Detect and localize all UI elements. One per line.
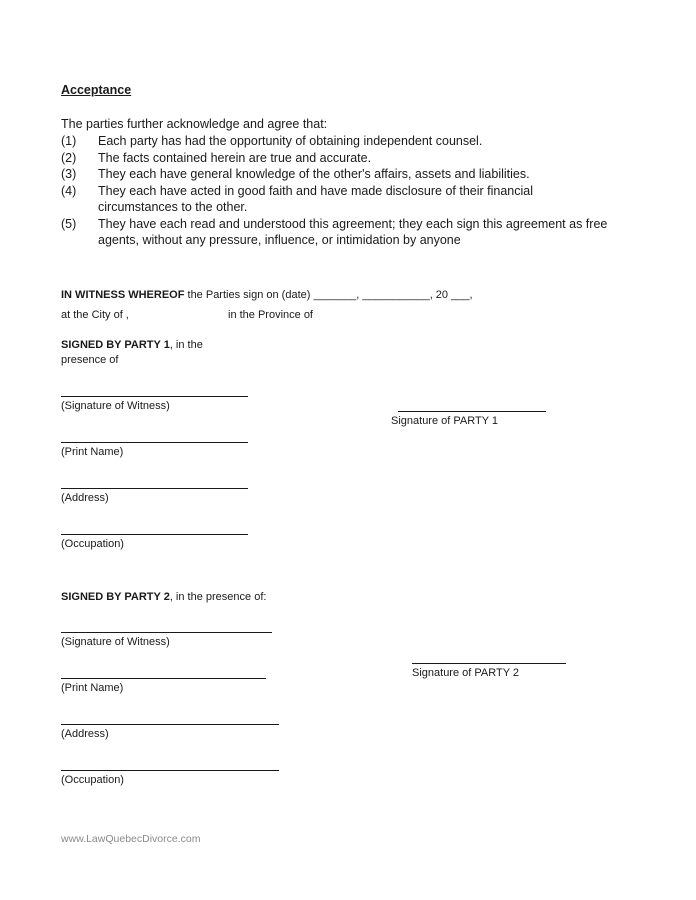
party1-occupation-line[interactable] [61, 534, 248, 535]
list-item-number: (2) [61, 150, 77, 165]
list-item [61, 133, 641, 150]
list-item [61, 166, 641, 183]
list-item-text: They each have acted in good faith and have made disclosure of their financial [98, 183, 533, 198]
party2-occupation-line[interactable] [61, 770, 279, 771]
list-item-text: Each party has had the opportunity of obtaining independent counsel. [98, 134, 483, 148]
party1-address-label: (Address) [61, 492, 109, 504]
party1-heading-bold: SIGNED BY PARTY 1 [61, 339, 170, 351]
party1-occupation-label: (Occupation) [61, 538, 124, 550]
party1-print-name-line[interactable] [61, 442, 248, 443]
party2-witness-signature-label: (Signature of Witness) [61, 636, 170, 648]
section-heading: Acceptance [61, 83, 132, 97]
party1-heading [61, 339, 203, 351]
party2-address-label: (Address) [61, 728, 109, 740]
province-label: in the Province of [228, 309, 313, 321]
list-item-text-continued: circumstances to the other. [98, 200, 248, 214]
witness-clause [61, 289, 473, 301]
list-item-number: (4) [61, 183, 77, 198]
party2-signature-line[interactable] [412, 663, 566, 664]
party1-address-line[interactable] [61, 488, 248, 489]
list-item-text: They have each read and understood this agreement; they each sign this agreement as free [98, 216, 608, 231]
party1-heading-text: , in the [169, 339, 203, 351]
acknowledgement-list [61, 133, 641, 249]
party2-witness-signature-line[interactable] [61, 632, 272, 633]
party2-heading [61, 591, 266, 603]
city-label: at the City of , [61, 309, 129, 321]
party1-print-name-label: (Print Name) [61, 446, 124, 458]
footer-website: www.LawQuebecDivorce.com [61, 833, 201, 845]
list-item-number: (5) [61, 216, 77, 231]
party2-print-name-label: (Print Name) [61, 682, 124, 694]
list-item-number: (1) [61, 134, 77, 148]
party2-occupation-label: (Occupation) [61, 774, 124, 786]
list-item [61, 150, 641, 167]
witness-clause-bold: IN WITNESS WHEREOF [61, 289, 185, 301]
list-item [61, 216, 641, 249]
party2-heading-bold: SIGNED BY PARTY 2 [61, 591, 170, 603]
list-item [61, 183, 641, 216]
party1-heading-continued: presence of [61, 354, 119, 366]
party1-witness-signature-label: (Signature of Witness) [61, 400, 170, 412]
list-item-text-continued: agents, without any pressure, influence, or intimidation by anyone [98, 233, 461, 247]
list-item-number: (3) [61, 167, 77, 181]
party2-signature-label: Signature of PARTY 2 [412, 667, 520, 679]
party1-witness-signature-line[interactable] [61, 396, 248, 397]
list-item-text: They each have general knowledge of the other's affairs, assets and liabilities. [98, 167, 530, 181]
intro-text: The parties further acknowledge and agree that: [61, 117, 328, 131]
witness-clause-text: the Parties sign on (date) _______, ___________, 20 ___, [184, 289, 473, 301]
party2-print-name-line[interactable] [61, 678, 266, 679]
party2-heading-text: , in the presence of: [169, 591, 267, 603]
party1-signature-label: Signature of PARTY 1 [391, 415, 499, 427]
party1-signature-line[interactable] [398, 411, 546, 412]
party2-address-line[interactable] [61, 724, 279, 725]
list-item-text: The facts contained herein are true and accurate. [98, 150, 372, 165]
